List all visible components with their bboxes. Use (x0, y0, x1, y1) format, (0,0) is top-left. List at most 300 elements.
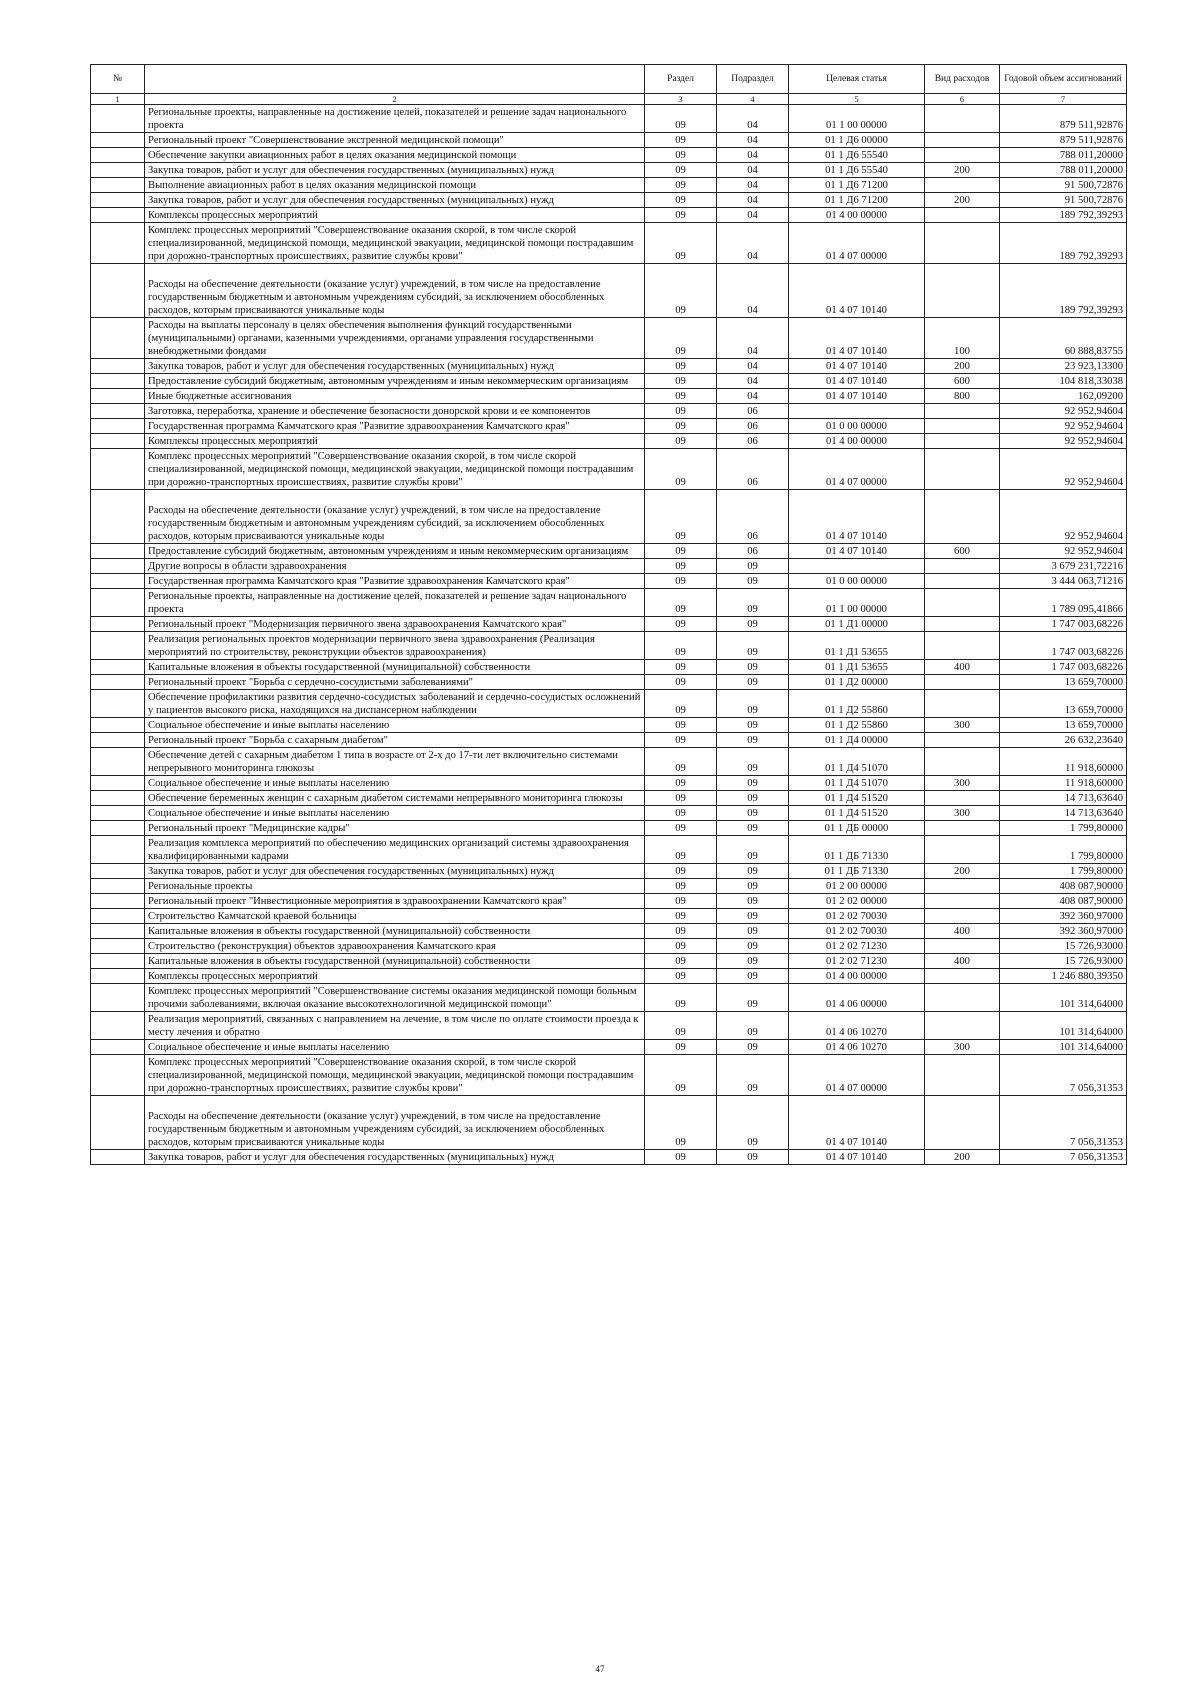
row-number-cell (91, 864, 145, 879)
row-target-article-cell: 01 1 Д4 51520 (789, 791, 925, 806)
row-number-cell (91, 105, 145, 133)
row-podrazdel-cell: 09 (717, 1012, 789, 1040)
row-razdel-cell: 09 (645, 318, 717, 359)
row-podrazdel-cell: 04 (717, 163, 789, 178)
row-razdel-cell: 09 (645, 660, 717, 675)
table-row (91, 954, 1127, 969)
row-number-cell (91, 208, 145, 223)
row-expense-type-cell (925, 879, 1000, 894)
table-row (91, 389, 1127, 404)
row-razdel-cell: 09 (645, 969, 717, 984)
row-amount-cell: 11 918,60000 (1000, 748, 1127, 776)
table-row (91, 1055, 1127, 1096)
row-name-cell: Реализация региональных проектов модернизации первичного звена здравоохранения (Реализация мероприятий по строительству, реконструкции объектов здравоохранения) (145, 632, 645, 660)
row-number-cell (91, 1055, 145, 1096)
col-index: 1 (91, 94, 145, 105)
row-expense-type-cell (925, 1055, 1000, 1096)
table-row (91, 1150, 1127, 1165)
row-number-cell (91, 223, 145, 264)
row-expense-type-cell: 300 (925, 776, 1000, 791)
row-expense-type-cell: 800 (925, 389, 1000, 404)
row-name-cell: Региональные проекты, направленные на достижение целей, показателей и решение задач национального проекта (145, 589, 645, 617)
row-razdel-cell: 09 (645, 806, 717, 821)
row-name-cell: Комплексы процессных мероприятий (145, 434, 645, 449)
row-podrazdel-cell: 04 (717, 374, 789, 389)
col-index: 4 (717, 94, 789, 105)
row-razdel-cell: 09 (645, 544, 717, 559)
row-razdel-cell: 09 (645, 1040, 717, 1055)
row-number-cell (91, 894, 145, 909)
row-amount-cell: 91 500,72876 (1000, 178, 1127, 193)
table-row (91, 733, 1127, 748)
row-target-article-cell: 01 1 Д1 53655 (789, 632, 925, 660)
row-number-cell (91, 178, 145, 193)
row-target-article-cell: 01 0 00 00000 (789, 574, 925, 589)
col-header-name (145, 65, 645, 94)
row-podrazdel-cell: 09 (717, 791, 789, 806)
row-number-cell (91, 821, 145, 836)
row-expense-type-cell (925, 449, 1000, 490)
row-amount-cell: 23 923,13300 (1000, 359, 1127, 374)
row-expense-type-cell (925, 690, 1000, 718)
row-expense-type-cell (925, 984, 1000, 1012)
table-row (91, 434, 1127, 449)
row-number-cell (91, 404, 145, 419)
table-row (91, 1040, 1127, 1055)
row-amount-cell: 3 444 063,71216 (1000, 574, 1127, 589)
row-razdel-cell: 09 (645, 208, 717, 223)
row-amount-cell: 7 056,31353 (1000, 1150, 1127, 1165)
row-number-cell (91, 791, 145, 806)
row-podrazdel-cell: 09 (717, 733, 789, 748)
row-podrazdel-cell: 09 (717, 617, 789, 632)
table-row (91, 879, 1127, 894)
row-number-cell (91, 559, 145, 574)
row-expense-type-cell (925, 909, 1000, 924)
row-number-cell (91, 1150, 145, 1165)
row-name-cell: Капитальные вложения в объекты государственной (муниципальной) собственности (145, 660, 645, 675)
header-row (91, 65, 1127, 94)
row-razdel-cell: 09 (645, 984, 717, 1012)
row-amount-cell: 879 511,92876 (1000, 133, 1127, 148)
row-podrazdel-cell: 04 (717, 133, 789, 148)
row-amount-cell: 92 952,94604 (1000, 490, 1127, 544)
row-podrazdel-cell: 09 (717, 574, 789, 589)
row-expense-type-cell: 400 (925, 660, 1000, 675)
row-razdel-cell: 09 (645, 675, 717, 690)
row-podrazdel-cell: 04 (717, 208, 789, 223)
table-row (91, 617, 1127, 632)
row-razdel-cell: 09 (645, 939, 717, 954)
row-amount-cell: 15 726,93000 (1000, 939, 1127, 954)
row-target-article-cell: 01 4 07 10140 (789, 490, 925, 544)
row-number-cell (91, 544, 145, 559)
row-amount-cell: 101 314,64000 (1000, 984, 1127, 1012)
table-row (91, 894, 1127, 909)
row-name-cell: Расходы на обеспечение деятельности (оказание услуг) учреждений, в том числе на предоставление государственным бюджетным и автономным учреждениям субсидий, за исключением обособленных расходов, которым присваиваются уникальные коды (145, 264, 645, 318)
row-amount-cell: 162,09200 (1000, 389, 1127, 404)
row-number-cell (91, 617, 145, 632)
row-razdel-cell: 09 (645, 148, 717, 163)
table-row (91, 133, 1127, 148)
row-target-article-cell: 01 4 07 10140 (789, 544, 925, 559)
row-podrazdel-cell: 09 (717, 690, 789, 718)
row-target-article-cell: 01 4 07 10140 (789, 1150, 925, 1165)
row-podrazdel-cell: 09 (717, 806, 789, 821)
row-number-cell (91, 733, 145, 748)
row-target-article-cell: 01 1 Д2 55860 (789, 718, 925, 733)
row-number-cell (91, 1040, 145, 1055)
row-podrazdel-cell: 09 (717, 776, 789, 791)
row-name-cell: Реализация комплекса мероприятий по обеспечению медицинских организаций системы здравоохранения квалифицированными кадрами (145, 836, 645, 864)
row-razdel-cell: 09 (645, 733, 717, 748)
row-expense-type-cell (925, 178, 1000, 193)
row-expense-type-cell (925, 574, 1000, 589)
budget-table-page (90, 64, 1126, 1165)
row-name-cell: Обеспечение закупки авиационных работ в целях оказания медицинской помощи (145, 148, 645, 163)
row-name-cell: Региональный проект "Борьба с сердечно-сосудистыми заболеваниями" (145, 675, 645, 690)
row-amount-cell: 189 792,39293 (1000, 208, 1127, 223)
table-row (91, 969, 1127, 984)
row-amount-cell: 91 500,72876 (1000, 193, 1127, 208)
row-razdel-cell: 09 (645, 105, 717, 133)
row-podrazdel-cell: 04 (717, 359, 789, 374)
row-number-cell (91, 718, 145, 733)
row-amount-cell: 101 314,64000 (1000, 1040, 1127, 1055)
row-podrazdel-cell: 06 (717, 449, 789, 490)
row-razdel-cell: 09 (645, 133, 717, 148)
row-target-article-cell: 01 4 07 10140 (789, 1096, 925, 1150)
row-amount-cell: 189 792,39293 (1000, 223, 1127, 264)
row-name-cell: Обеспечение детей с сахарным диабетом 1 типа в возрасте от 2-х до 17-ти лет включительно системами непрерывного мониторинга глюкозы (145, 748, 645, 776)
row-target-article-cell: 01 4 07 00000 (789, 1055, 925, 1096)
table-row (91, 718, 1127, 733)
table-row (91, 660, 1127, 675)
row-target-article-cell: 01 1 00 00000 (789, 589, 925, 617)
table-row (91, 675, 1127, 690)
row-razdel-cell: 09 (645, 389, 717, 404)
table-row (91, 419, 1127, 434)
row-number-cell (91, 984, 145, 1012)
row-razdel-cell: 09 (645, 791, 717, 806)
table-row (91, 374, 1127, 389)
table-row (91, 821, 1127, 836)
row-name-cell: Комплексы процессных мероприятий (145, 208, 645, 223)
row-podrazdel-cell: 09 (717, 864, 789, 879)
row-podrazdel-cell: 04 (717, 148, 789, 163)
row-name-cell: Социальное обеспечение и иные выплаты населению (145, 776, 645, 791)
row-amount-cell: 92 952,94604 (1000, 404, 1127, 419)
row-target-article-cell: 01 1 Д4 51070 (789, 748, 925, 776)
row-number-cell (91, 660, 145, 675)
table-row (91, 791, 1127, 806)
row-podrazdel-cell: 09 (717, 660, 789, 675)
row-target-article-cell: 01 2 02 00000 (789, 894, 925, 909)
row-expense-type-cell (925, 1096, 1000, 1150)
row-podrazdel-cell: 09 (717, 939, 789, 954)
row-target-article-cell: 01 1 Д1 00000 (789, 617, 925, 632)
row-target-article-cell: 01 4 06 00000 (789, 984, 925, 1012)
table-row (91, 909, 1127, 924)
row-razdel-cell: 09 (645, 894, 717, 909)
row-expense-type-cell (925, 748, 1000, 776)
row-number-cell (91, 419, 145, 434)
row-number-cell (91, 389, 145, 404)
row-amount-cell: 1 747 003,68226 (1000, 617, 1127, 632)
row-amount-cell: 788 011,20000 (1000, 163, 1127, 178)
row-expense-type-cell: 200 (925, 864, 1000, 879)
table-row (91, 163, 1127, 178)
row-razdel-cell: 09 (645, 449, 717, 490)
row-amount-cell: 7 056,31353 (1000, 1055, 1127, 1096)
row-podrazdel-cell: 09 (717, 589, 789, 617)
row-number-cell (91, 163, 145, 178)
row-target-article-cell: 01 1 ДБ 71330 (789, 864, 925, 879)
row-name-cell: Региональный проект "Борьба с сахарным диабетом" (145, 733, 645, 748)
row-number-cell (91, 776, 145, 791)
row-expense-type-cell: 200 (925, 359, 1000, 374)
row-expense-type-cell: 400 (925, 924, 1000, 939)
row-expense-type-cell: 300 (925, 1040, 1000, 1055)
row-podrazdel-cell: 09 (717, 718, 789, 733)
row-podrazdel-cell: 09 (717, 894, 789, 909)
row-number-cell (91, 434, 145, 449)
row-target-article-cell: 01 2 02 70030 (789, 924, 925, 939)
row-amount-cell: 1 799,80000 (1000, 864, 1127, 879)
row-razdel-cell: 09 (645, 559, 717, 574)
row-podrazdel-cell: 06 (717, 404, 789, 419)
row-podrazdel-cell: 04 (717, 105, 789, 133)
row-number-cell (91, 806, 145, 821)
row-podrazdel-cell: 09 (717, 1040, 789, 1055)
row-number-cell (91, 690, 145, 718)
row-number-cell (91, 1012, 145, 1040)
row-name-cell: Расходы на обеспечение деятельности (оказание услуг) учреждений, в том числе на предоставление государственным бюджетным и автономным учреждениям субсидий, за исключением обособленных расходов, которым присваиваются уникальные коды (145, 490, 645, 544)
col-header-annual-amount: Годовой объем ассигнований (1000, 65, 1127, 94)
row-amount-cell: 13 659,70000 (1000, 690, 1127, 718)
row-podrazdel-cell: 06 (717, 419, 789, 434)
row-amount-cell: 60 888,83755 (1000, 318, 1127, 359)
row-podrazdel-cell: 09 (717, 879, 789, 894)
table-row (91, 836, 1127, 864)
row-razdel-cell: 09 (645, 954, 717, 969)
row-name-cell: Региональные проекты (145, 879, 645, 894)
row-name-cell: Строительство Камчатской краевой больницы (145, 909, 645, 924)
row-podrazdel-cell: 09 (717, 675, 789, 690)
row-number-cell (91, 574, 145, 589)
row-amount-cell: 14 713,63640 (1000, 806, 1127, 821)
col-index: 5 (789, 94, 925, 105)
row-expense-type-cell (925, 1012, 1000, 1040)
table-row (91, 1012, 1127, 1040)
row-target-article-cell: 01 4 06 10270 (789, 1012, 925, 1040)
col-header-razdel: Раздел (645, 65, 717, 94)
row-podrazdel-cell: 09 (717, 821, 789, 836)
col-index: 7 (1000, 94, 1127, 105)
row-target-article-cell: 01 1 Д6 71200 (789, 193, 925, 208)
row-number-cell (91, 589, 145, 617)
row-razdel-cell: 09 (645, 909, 717, 924)
row-expense-type-cell (925, 419, 1000, 434)
row-podrazdel-cell: 09 (717, 969, 789, 984)
row-target-article-cell: 01 1 Д2 00000 (789, 675, 925, 690)
table-row (91, 574, 1127, 589)
row-razdel-cell: 09 (645, 748, 717, 776)
row-number-cell (91, 318, 145, 359)
row-number-cell (91, 133, 145, 148)
row-razdel-cell: 09 (645, 434, 717, 449)
row-target-article-cell: 01 1 ДБ 00000 (789, 821, 925, 836)
row-target-article-cell: 01 1 Д4 51070 (789, 776, 925, 791)
row-name-cell: Реализация мероприятий, связанных с направлением на лечение, в том числе по оплате стоимости проезда к месту лечения и обратно (145, 1012, 645, 1040)
table-row (91, 318, 1127, 359)
row-target-article-cell: 01 1 ДБ 71330 (789, 836, 925, 864)
row-name-cell: Закупка товаров, работ и услуг для обеспечения государственных (муниципальных) нужд (145, 864, 645, 879)
row-expense-type-cell: 300 (925, 806, 1000, 821)
row-target-article-cell: 01 4 00 00000 (789, 208, 925, 223)
row-amount-cell: 879 511,92876 (1000, 105, 1127, 133)
row-razdel-cell: 09 (645, 617, 717, 632)
row-name-cell: Капитальные вложения в объекты государственной (муниципальной) собственности (145, 954, 645, 969)
row-expense-type-cell (925, 791, 1000, 806)
row-name-cell: Предоставление субсидий бюджетным, автономным учреждениям и иным некоммерческим организациям (145, 374, 645, 389)
row-number-cell (91, 374, 145, 389)
row-podrazdel-cell: 06 (717, 544, 789, 559)
row-amount-cell: 788 011,20000 (1000, 148, 1127, 163)
row-podrazdel-cell: 09 (717, 1096, 789, 1150)
row-expense-type-cell: 200 (925, 163, 1000, 178)
row-number-cell (91, 969, 145, 984)
row-podrazdel-cell: 09 (717, 1055, 789, 1096)
row-razdel-cell: 09 (645, 359, 717, 374)
col-header-expense-type: Вид расходов (925, 65, 1000, 94)
row-target-article-cell: 01 4 07 10140 (789, 264, 925, 318)
row-razdel-cell: 09 (645, 836, 717, 864)
row-razdel-cell: 09 (645, 924, 717, 939)
table-row (91, 589, 1127, 617)
row-expense-type-cell: 200 (925, 1150, 1000, 1165)
col-index: 3 (645, 94, 717, 105)
row-expense-type-cell (925, 632, 1000, 660)
table-row (91, 748, 1127, 776)
col-header-target-article: Целевая статья (789, 65, 925, 94)
row-razdel-cell: 09 (645, 864, 717, 879)
table-row (91, 939, 1127, 954)
page-number: 47 (595, 1664, 605, 1674)
row-podrazdel-cell: 04 (717, 178, 789, 193)
row-target-article-cell: 01 4 06 10270 (789, 1040, 925, 1055)
row-razdel-cell: 09 (645, 690, 717, 718)
row-expense-type-cell: 400 (925, 954, 1000, 969)
row-name-cell: Капитальные вложения в объекты государственной (муниципальной) собственности (145, 924, 645, 939)
col-header-number: № (91, 65, 145, 94)
table-row (91, 264, 1127, 318)
row-expense-type-cell (925, 208, 1000, 223)
row-amount-cell: 92 952,94604 (1000, 544, 1127, 559)
row-target-article-cell: 01 1 Д2 55860 (789, 690, 925, 718)
row-target-article-cell: 01 2 00 00000 (789, 879, 925, 894)
row-razdel-cell: 09 (645, 223, 717, 264)
row-razdel-cell: 09 (645, 374, 717, 389)
row-amount-cell: 1 747 003,68226 (1000, 632, 1127, 660)
row-razdel-cell: 09 (645, 490, 717, 544)
row-target-article-cell: 01 1 Д4 51520 (789, 806, 925, 821)
row-number-cell (91, 449, 145, 490)
table-row (91, 404, 1127, 419)
row-amount-cell: 11 918,60000 (1000, 776, 1127, 791)
row-amount-cell: 101 314,64000 (1000, 1012, 1127, 1040)
row-podrazdel-cell: 09 (717, 909, 789, 924)
row-target-article-cell: 01 4 00 00000 (789, 434, 925, 449)
table-row (91, 984, 1127, 1012)
row-amount-cell: 92 952,94604 (1000, 419, 1127, 434)
row-number-cell (91, 748, 145, 776)
row-razdel-cell: 09 (645, 821, 717, 836)
table-row (91, 776, 1127, 791)
row-expense-type-cell: 600 (925, 374, 1000, 389)
row-name-cell: Закупка товаров, работ и услуг для обеспечения государственных (муниципальных) нужд (145, 193, 645, 208)
row-amount-cell: 15 726,93000 (1000, 954, 1127, 969)
row-name-cell: Социальное обеспечение и иные выплаты населению (145, 718, 645, 733)
row-name-cell: Государственная программа Камчатского края "Развитие здравоохранения Камчатского края" (145, 419, 645, 434)
row-razdel-cell: 09 (645, 1150, 717, 1165)
row-target-article-cell: 01 1 00 00000 (789, 105, 925, 133)
row-name-cell: Комплекс процессных мероприятий "Совершенствование оказания скорой, в том числе скорой специализированной, медицинской помощи, медицинской эвакуации, медицинской помощи пострадавшим при дорожно-транспортных происшествиях, развитие службы крови" (145, 449, 645, 490)
row-expense-type-cell (925, 836, 1000, 864)
row-expense-type-cell: 300 (925, 718, 1000, 733)
row-expense-type-cell (925, 939, 1000, 954)
row-razdel-cell: 09 (645, 1055, 717, 1096)
row-amount-cell: 7 056,31353 (1000, 1096, 1127, 1150)
row-podrazdel-cell: 04 (717, 264, 789, 318)
row-amount-cell: 189 792,39293 (1000, 264, 1127, 318)
row-amount-cell: 1 789 095,41866 (1000, 589, 1127, 617)
table-row (91, 806, 1127, 821)
row-name-cell: Комплекс процессных мероприятий "Совершенствование оказания скорой, в том числе скорой специализированной, медицинской помощи, медицинской эвакуации, медицинской помощи пострадавшим при дорожно-транспортных происшествиях, развитие службы крови" (145, 1055, 645, 1096)
row-name-cell: Предоставление субсидий бюджетным, автономным учреждениям и иным некоммерческим организациям (145, 544, 645, 559)
table-row (91, 105, 1127, 133)
row-name-cell: Комплексы процессных мероприятий (145, 969, 645, 984)
row-target-article-cell: 01 4 07 00000 (789, 223, 925, 264)
table-row (91, 924, 1127, 939)
row-target-article-cell: 01 4 07 10140 (789, 389, 925, 404)
row-razdel-cell: 09 (645, 404, 717, 419)
row-number-cell (91, 954, 145, 969)
row-target-article-cell: 01 0 00 00000 (789, 419, 925, 434)
table-row (91, 193, 1127, 208)
row-target-article-cell: 01 1 Д4 00000 (789, 733, 925, 748)
row-razdel-cell: 09 (645, 264, 717, 318)
row-target-article-cell: 01 2 02 71230 (789, 939, 925, 954)
row-target-article-cell: 01 1 Д1 53655 (789, 660, 925, 675)
table-row (91, 178, 1127, 193)
row-target-article-cell (789, 404, 925, 419)
row-podrazdel-cell: 09 (717, 836, 789, 864)
row-amount-cell: 92 952,94604 (1000, 449, 1127, 490)
row-target-article-cell: 01 2 02 70030 (789, 909, 925, 924)
row-target-article-cell: 01 1 Д6 55540 (789, 148, 925, 163)
row-podrazdel-cell: 06 (717, 434, 789, 449)
row-number-cell (91, 924, 145, 939)
row-name-cell: Обеспечение профилактики развития сердечно-сосудистых заболеваний и сердечно-сосудистых осложнений у пациентов высокого риска, находящихся на диспансерном наблюдении (145, 690, 645, 718)
table-row (91, 223, 1127, 264)
row-amount-cell: 3 679 231,72216 (1000, 559, 1127, 574)
col-header-podrazdel: Подраздел (717, 65, 789, 94)
row-name-cell: Обеспечение беременных женщин с сахарным диабетом системами непрерывного мониторинга глюкозы (145, 791, 645, 806)
table-row (91, 449, 1127, 490)
row-name-cell: Социальное обеспечение и иные выплаты населению (145, 1040, 645, 1055)
row-razdel-cell: 09 (645, 1012, 717, 1040)
